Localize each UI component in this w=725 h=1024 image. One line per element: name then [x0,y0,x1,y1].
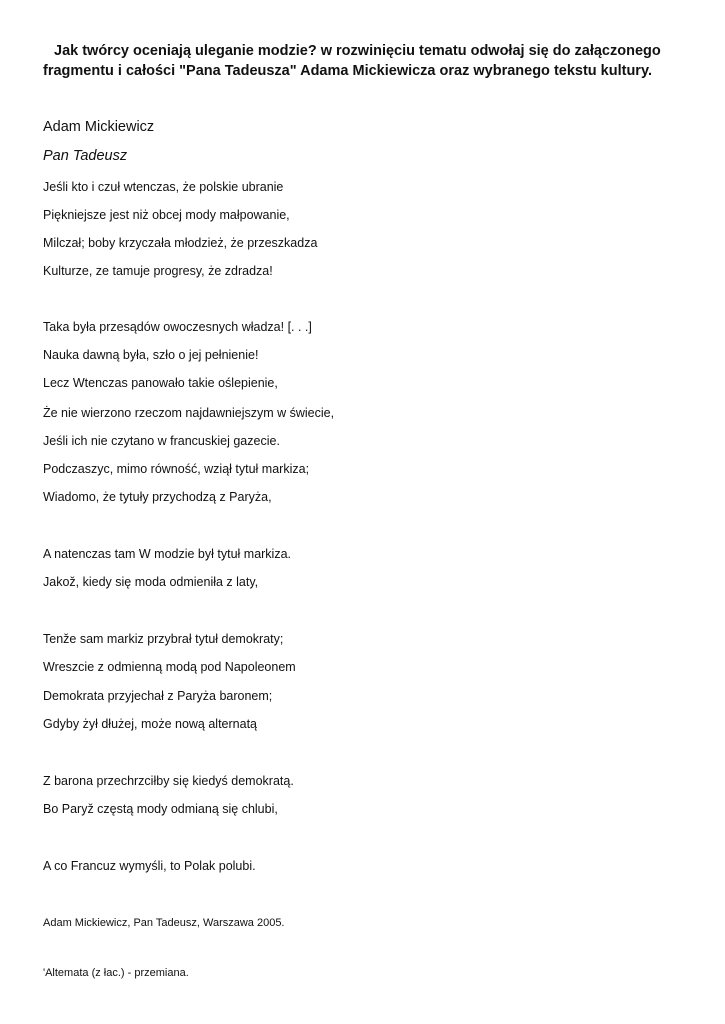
verse-line: Z barona przechrzciłby się kiedyś demokratą. [43,774,294,788]
verse-line: Milczał; boby krzyczała młodzież, że przeszkadza [43,236,318,250]
verse-line: A co Francuz wymyśli, to Polak polubi. [43,859,256,873]
verse-line: Nauka dawną była, szło o jej pełnienie! [43,348,259,362]
verse-line: Lecz Wtenczas panowało takie oślepienie, [43,376,278,390]
verse-line: Jeśli kto i czuł wtenczas, że polskie ubranie [43,180,284,194]
verse-line: A natenczas tam W modzie był tytuł markiza. [43,547,292,561]
verse-line: Że nie wierzono rzeczom najdawniejszym w świecie, [43,406,335,420]
verse-line: Piękniejsze jest niż obcej mody małpowanie, [43,208,290,222]
verse-line: Kulturze, ze tamuje progresy, że zdradza! [43,264,273,278]
footnote: 'Altemata (z łac.) - przemiana. [43,967,189,979]
poem-title: Pan Tadeusz [43,148,128,164]
verse-line: Demokrata przyjechał z Paryża baronem; [43,689,273,703]
verse-line: Jakož, kiedy się moda odmieniła z laty, [43,575,259,589]
verse-line: Podczaszyc, mimo równość, wziął tytuł markiza; [43,462,310,476]
verse-line: Gdyby żył dłużej, może nową alternatą [43,717,257,731]
source-citation: Adam Mickiewicz, Pan Tadeusz, Warszawa 2005. [43,917,285,929]
verse-line: Bo Paryž częstą mody odmianą się chlubi, [43,802,278,816]
verse-line: Wiadomo, że tytuły przychodzą z Paryża, [43,490,272,504]
verse-line: Taka była przesądów owoczesnych władza! [. . .] [43,320,312,334]
verse-line: Tenže sam markiz przybrał tytuł demokraty; [43,632,284,646]
essay-question: Jak twórcy oceniają uleganie modzie? w rozwinięciu tematu odwołaj się do załączonego fragmentu i całości "Pana Tadeusza" Adama Mickiewicza oraz wybranego tekstu kultury. [43,43,661,79]
verse-line: Wreszcie z odmienną modą pod Napoleonem [43,660,296,674]
poem-author: Adam Mickiewicz [43,119,155,135]
verse-line: Jeśli ich nie czytano w francuskiej gazecie. [43,434,280,448]
